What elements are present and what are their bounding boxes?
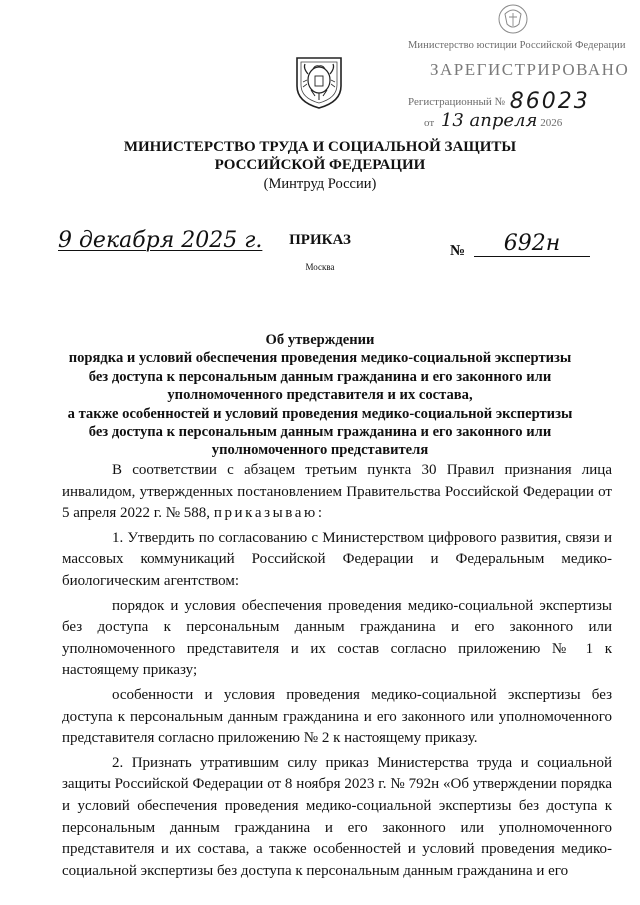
stamp-registration <box>408 86 590 114</box>
paragraph-1: 1. Утвердить по согласованию с Министерством цифрового развития, связи и массовых коммуникаций Российской Федерации и Федеральным медико-биологическим агентством: <box>62 529 612 589</box>
paragraph-1b: особенности и условия проведения медико-социальной экспертизы без доступа к персональным данным гражданина и его законного или уполномоченного представителя согласно приложению № 2 к настоящему приказу. <box>62 686 612 747</box>
stamp-ministry-name: Министерство юстиции Российской Федерации <box>408 40 626 51</box>
paragraph-intro <box>62 460 612 525</box>
registration-stamp <box>408 2 640 132</box>
stamp-date-handwritten: 13 апреля <box>440 110 538 131</box>
stamp-date-prefix: от <box>424 117 435 129</box>
order-body <box>62 460 612 885</box>
stamp-year: 2026 <box>540 117 563 129</box>
intro-orders: приказываю: <box>213 505 325 522</box>
title-line: без доступа к персональным данным гражданина и его законного или <box>88 424 552 441</box>
stamp-emblem-icon <box>496 2 530 36</box>
order-title: ПРИКАЗ <box>289 232 351 248</box>
stamp-registration-number: 86023 <box>509 89 590 114</box>
ministry-name-line1: МИНИСТЕРСТВО ТРУДА И СОЦИАЛЬНОЙ ЗАЩИТЫ <box>123 139 517 155</box>
stamp-registration-label: Регистрационный № <box>408 96 506 108</box>
order-number-handwritten: 692н <box>474 232 590 257</box>
intro-text: В соответствии с абзацем третьим пункта 30 Правил признания лица инвалидом, утвержденных постановлением Правительства Российской Федерации от 5 апреля 2022 г. № 588, <box>62 462 612 522</box>
title-line: порядка и условий обеспечения проведения медико-социальной экспертизы <box>68 350 572 367</box>
paragraph-1a: порядок и условия обеспечения проведения медико-социальной экспертизы без доступа к персональным данным гражданина и его законного или уполномоченного представителя и их состав согласно приложению № 1 к настоящему приказу; <box>62 597 612 679</box>
title-line: а также особенностей и условий проведения медико-социальной экспертизы <box>67 405 573 422</box>
title-line: без доступа к персональным данным гражданина и его законного или <box>88 368 552 385</box>
state-emblem-icon <box>293 52 345 110</box>
stamp-status: ЗАРЕГИСТРИРОВАНО <box>430 60 630 79</box>
ministry-short-name: (Минтруд России) <box>263 176 377 192</box>
order-city: Москва <box>305 262 335 272</box>
stamp-date <box>424 110 562 131</box>
order-subject-title <box>60 331 580 460</box>
order-number-label: № <box>450 243 466 259</box>
title-line: уполномоченного представителя <box>211 442 429 459</box>
paragraph-2: 2. Признать утратившим силу приказ Министерства труда и социальной защиты Российской Федерации от 8 ноября 2023 г. № 792н «Об утверждении порядка и условий обеспечения проведения медико-социальной экспертизы без доступа к персональным данным гражданина и его законного или уполномоченного представителя и их состава, а также особенностей и условий проведения медико-социальной экспертизы без доступа к персональным данным гражданина и его <box>62 754 612 879</box>
title-line: Об утверждении <box>265 332 375 348</box>
title-line: уполномоченного представителя и их состава, <box>167 387 473 404</box>
ministry-name-line2: РОССИЙСКОЙ ФЕДЕРАЦИИ <box>214 157 426 173</box>
order-date-handwritten: 9 декабря 2025 г. <box>58 228 263 253</box>
